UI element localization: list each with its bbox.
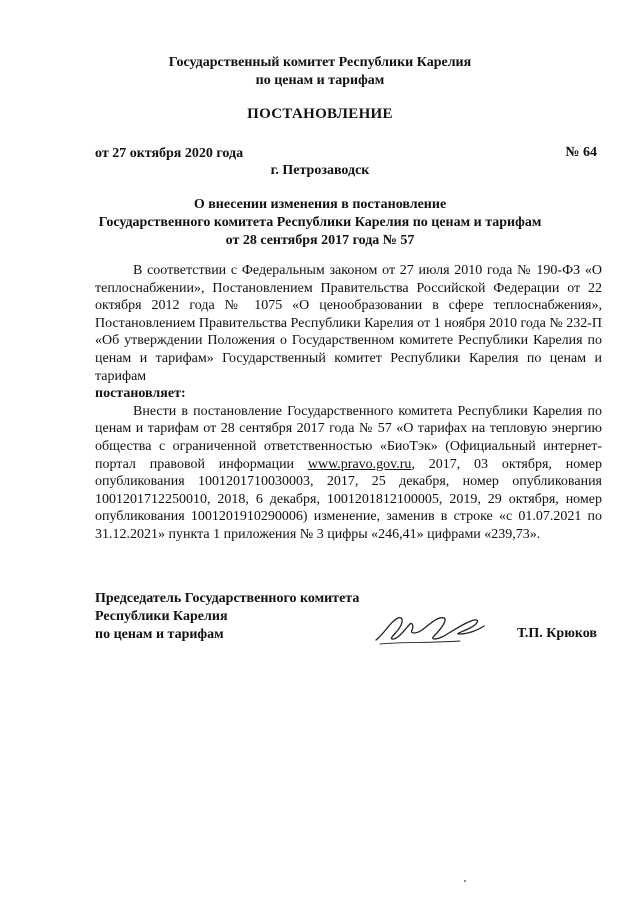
document-number: № 64 <box>565 145 597 160</box>
preamble-text: В соответствии с Федеральным законом от 27 июля 2010 года № 190-ФЗ «О теплоснабжении», Постановлением Правительства Российской Федерации от 22 октября 2012 года № 1075 «О ценообразовании в сфере теплоснабжения», Постановлением Правительства Республики Карелия от 1 ноября 2010 года № 232-П «Об утверждении Положения о Государственном комитете Республики Карелия по ценам и тарифам» Государственный комитет Республики Карелия по ценам и тарифам <box>95 263 602 384</box>
document-city: г. Петрозаводск <box>270 163 370 178</box>
signatory-name: Т.П. Крюков <box>516 626 597 641</box>
pravo-gov-link[interactable]: www.pravo.gov.ru <box>307 456 412 472</box>
decree-word: постановляет: <box>95 386 186 402</box>
resolution-text-part1: Внести в постановление Государственного комитета Республики Карелия по ценам и тарифам от 28 сентября 2017 года № 57 «О тарифах на тепловую энергию общества с ограниченной ответственностью «БиоТэк» (Официальный интернет-портал правовой информации <box>95 403 602 472</box>
signatory-title-line1: Председатель Государственного комитета <box>95 591 360 606</box>
signatory-title-line3: по ценам и тарифам <box>95 627 224 642</box>
org-name-line1: Государственный комитет Республики Карелия <box>168 55 472 70</box>
document-subject <box>0 196 640 250</box>
resolution-text-part2: , 2017, 03 октября, номер опубликования 1001201710030003, 2017, 25 декабря, номер опубликования 1001201712250010, 2018, 6 декабря, 1001201812100005, 2019, 29 октября, номер опубликования 1001201910290006) изменение, заменив в строке «с 01.07.2021 по 31.12.2021» пункта 1 приложения № 3 цифры «246,41» цифрами «239,73». <box>95 456 603 542</box>
issuing-organization <box>0 54 640 90</box>
body-paragraph-preamble <box>95 262 602 385</box>
subject-line1: О внесении изменения в постановление <box>193 197 447 212</box>
org-name-line2: по ценам и тарифам <box>255 73 385 88</box>
handwritten-signature <box>370 608 488 648</box>
page-mark <box>464 880 466 882</box>
subject-line3: от 28 сентября 2017 года № 57 <box>225 233 415 248</box>
signatory-title-line2: Республики Карелия <box>95 609 228 624</box>
document-body <box>95 262 602 544</box>
subject-line2: Государственного комитета Республики Карелия по ценам и тарифам <box>98 215 542 230</box>
body-paragraph-resolution <box>95 403 602 544</box>
document-type-title: ПОСТАНОВЛЕНИЕ <box>247 106 393 122</box>
signatory-title <box>95 590 359 644</box>
document-date: от 27 октября 2020 года <box>95 146 244 161</box>
